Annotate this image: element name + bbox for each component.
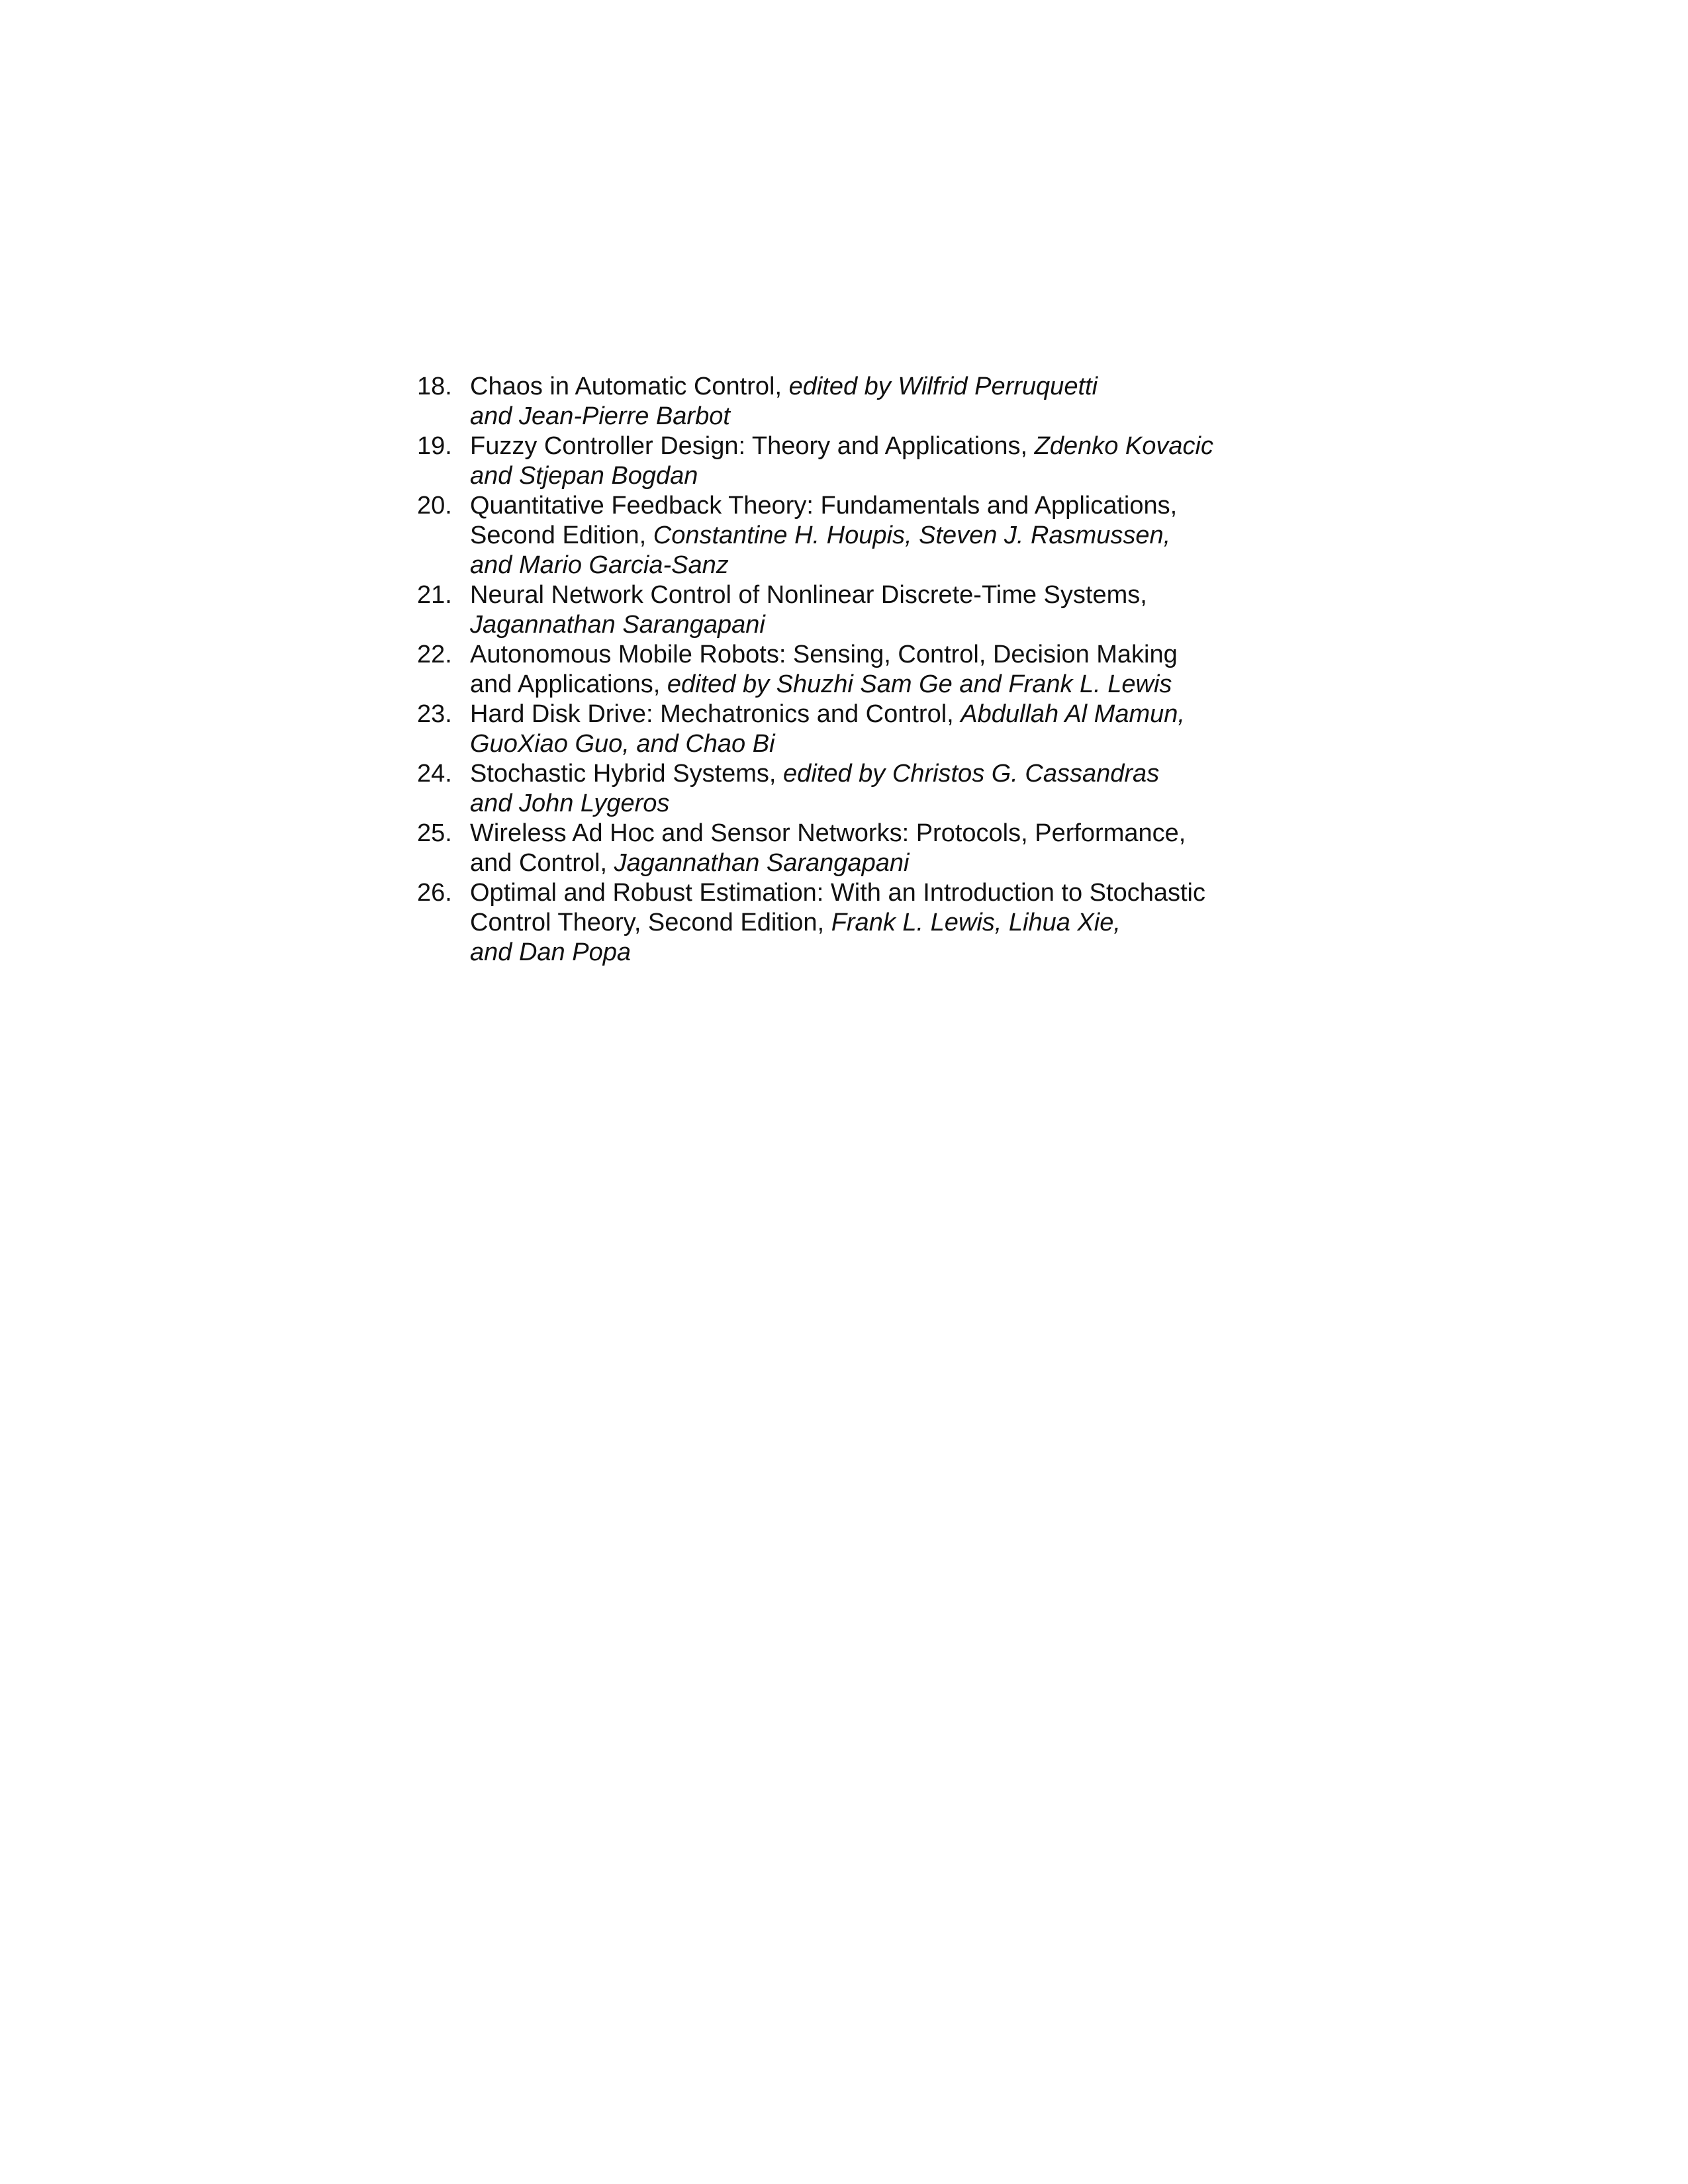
entry-text	[470, 580, 1291, 640]
entry-line	[470, 372, 1291, 402]
entry-text	[470, 372, 1291, 432]
entry-authors: Frank L. Lewis, Lihua Xie,	[831, 909, 1121, 936]
entry-title: Optimal and Robust Estimation: With an Introduction to Stochastic	[470, 879, 1205, 907]
entry-line	[470, 908, 1291, 938]
entry-authors: Jagannathan Sarangapani	[470, 611, 765, 639]
series-entry-21	[417, 580, 1291, 640]
series-entry-19	[417, 432, 1291, 491]
entry-text	[470, 432, 1291, 491]
entry-title: Neural Network Control of Nonlinear Discrete-Time Systems,	[470, 581, 1147, 609]
entry-title: Wireless Ad Hoc and Sensor Networks: Protocols, Performance,	[470, 819, 1186, 847]
entry-title: Control Theory, Second Edition,	[470, 909, 831, 936]
entry-title: Autonomous Mobile Robots: Sensing, Control, Decision Making	[470, 641, 1178, 668]
entry-number: 22.	[417, 641, 452, 668]
entry-number: 25.	[417, 819, 452, 847]
entry-number: 21.	[417, 581, 452, 609]
entry-authors: and Mario Garcia-Sanz	[470, 551, 729, 579]
entry-line	[470, 551, 1291, 580]
entry-authors: edited by Wilfrid Perruquetti	[788, 373, 1098, 400]
entry-line	[470, 700, 1291, 729]
entry-text	[470, 640, 1291, 700]
entry-line	[470, 402, 1291, 432]
entry-text	[470, 700, 1291, 759]
entry-line	[470, 610, 1291, 640]
entry-line	[470, 670, 1291, 700]
entry-line	[470, 759, 1291, 789]
entry-title: Chaos in Automatic Control,	[470, 373, 789, 400]
series-entry-22	[417, 640, 1291, 700]
entry-title: Hard Disk Drive: Mechatronics and Control,	[470, 700, 961, 728]
entry-text	[470, 491, 1291, 580]
entry-title: and Control,	[470, 849, 614, 877]
entry-text	[470, 759, 1291, 819]
entry-line	[470, 640, 1291, 670]
entry-title: Fuzzy Controller Design: Theory and Applications,	[470, 432, 1035, 460]
entry-authors: GuoXiao Guo, and Chao Bi	[470, 730, 775, 758]
entry-line	[470, 580, 1291, 610]
entry-authors: edited by Shuzhi Sam Ge and Frank L. Lewis	[667, 670, 1172, 698]
entry-line	[470, 938, 1291, 968]
series-entry-20	[417, 491, 1291, 580]
entry-authors: and John Lygeros	[470, 790, 670, 817]
entry-line	[470, 848, 1291, 878]
book-series-list	[417, 372, 1291, 968]
entry-authors: and Stjepan Bogdan	[470, 462, 698, 490]
entry-authors: edited by Christos G. Cassandras	[783, 760, 1160, 788]
entry-line	[470, 878, 1291, 908]
entry-title: Stochastic Hybrid Systems,	[470, 760, 784, 788]
entry-number: 26.	[417, 879, 452, 907]
entry-number: 19.	[417, 432, 452, 460]
entry-title: and Applications,	[470, 670, 667, 698]
entry-authors: Jagannathan Sarangapani	[614, 849, 910, 877]
series-entry-23	[417, 700, 1291, 759]
entry-number: 23.	[417, 700, 452, 728]
series-entry-18	[417, 372, 1291, 432]
entry-line	[470, 789, 1291, 819]
entry-line	[470, 461, 1291, 491]
series-entry-26	[417, 878, 1291, 968]
entry-authors: Abdullah Al Mamun,	[961, 700, 1185, 728]
entry-number: 20.	[417, 492, 452, 520]
entry-line	[470, 521, 1291, 551]
entry-line	[470, 729, 1291, 759]
entry-authors: Constantine H. Houpis, Steven J. Rasmussen,	[653, 522, 1171, 549]
entry-title: Quantitative Feedback Theory: Fundamentals and Applications,	[470, 492, 1178, 520]
entry-number: 18.	[417, 373, 452, 400]
entry-authors: and Jean-Pierre Barbot	[470, 402, 730, 430]
entry-text	[470, 878, 1291, 968]
entry-title: Second Edition,	[470, 522, 653, 549]
entry-text	[470, 819, 1291, 878]
entry-number: 24.	[417, 760, 452, 788]
entry-authors: Zdenko Kovacic	[1034, 432, 1213, 460]
series-entry-24	[417, 759, 1291, 819]
entry-authors: and Dan Popa	[470, 938, 631, 966]
entry-line	[470, 491, 1291, 521]
entry-line	[470, 819, 1291, 848]
series-entry-25	[417, 819, 1291, 878]
entry-line	[470, 432, 1291, 461]
